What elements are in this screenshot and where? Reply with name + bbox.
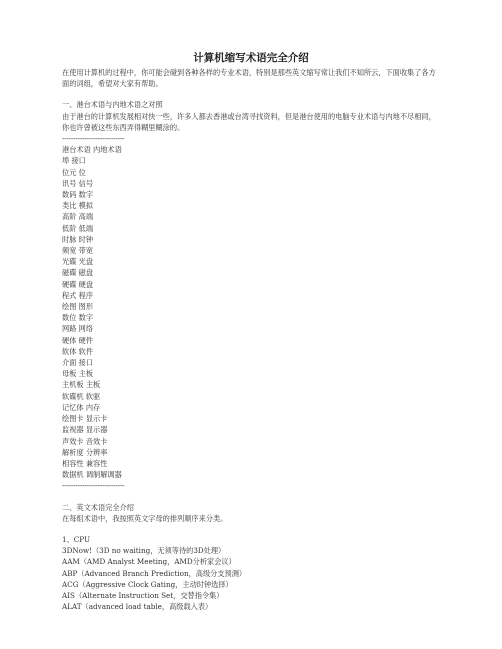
terms-list — [62, 155, 440, 480]
cpu-term-item: AIS（Alternate Instruction Set，交替指令集） — [62, 590, 224, 600]
term-pair-row: 时脉 时钟 — [62, 234, 94, 244]
spacer — [62, 492, 440, 502]
term-pair-row: 网路 网络 — [62, 324, 94, 334]
term-pair-row: 介面 接口 — [62, 358, 94, 368]
term-pair-row: 主机板 主板 — [62, 380, 101, 390]
spacer — [62, 524, 440, 534]
term-pair-row: 高阶 高端 — [62, 212, 94, 222]
term-pair-row: 类比 模拟 — [62, 201, 94, 211]
cpu-term-list — [62, 545, 440, 612]
section2-description: 在每组术语中，我按照英文字母的排列顺序来分类。 — [62, 513, 228, 523]
intro-paragraph: 在使用计算机的过程中，你可能会碰到各种各样的专业术语，特别是那些英文缩写常让我们不知所云，下面收集了各方面的词组，希望对大家有帮助。 — [62, 68, 436, 89]
terms-table-header: 港台术语 内地术语 — [62, 145, 122, 155]
term-pair-row: 硬碟 硬盘 — [62, 279, 94, 289]
term-pair-row: 解析度 分辨率 — [62, 447, 108, 457]
term-pair-row: 相容性 兼容性 — [62, 458, 108, 468]
spacer — [62, 89, 440, 99]
document-title: 计算机缩写术语完全介绍 — [193, 52, 309, 64]
term-pair-row: 硬体 硬件 — [62, 335, 94, 345]
divider-top: ---------------------------- — [62, 134, 125, 144]
term-pair-row: 磁碟 磁盘 — [62, 268, 94, 278]
section1-description: 由于港台的计算机发展相对快一些，许多人都去香港或台湾寻找资料，但是港台使用的电脑专业术语与内地不尽相同，你也许曾被这些东西弄得糊里糊涂的。 — [62, 111, 436, 132]
section2-heading: 二、英文术语完全介绍 — [62, 502, 134, 512]
divider-bottom: ---------------------------- — [62, 481, 125, 491]
cpu-term-item: ABP（Advanced Branch Prediction，高级分支预测） — [62, 568, 247, 578]
term-pair-row: 软体 软件 — [62, 346, 94, 356]
term-pair-row: 位元 位 — [62, 167, 86, 177]
term-pair-row: 埠 接口 — [62, 156, 86, 166]
document-page — [62, 52, 440, 612]
term-pair-row: 数码 数字 — [62, 190, 94, 200]
term-pair-row: 数据机 调制解调器 — [62, 470, 122, 480]
term-pair-row: 讯号 信号 — [62, 178, 94, 188]
term-pair-row: 光碟 光盘 — [62, 257, 94, 267]
term-pair-row: 数位 数字 — [62, 313, 94, 323]
term-pair-row: 软碟机 软驱 — [62, 391, 101, 401]
term-pair-row: 绘图卡 显示卡 — [62, 414, 108, 424]
cpu-term-item: ACG（Aggressive Clock Gating，主动时钟选择） — [62, 579, 233, 589]
section1-heading: 一、港台术语与内地术语之对照 — [62, 100, 163, 110]
cpu-subheading: 1、CPU — [62, 534, 91, 544]
cpu-term-item: 3DNow!（3D no waiting，无须等待的3D处理） — [62, 546, 226, 556]
term-pair-row: 监视器 显示器 — [62, 425, 108, 435]
term-pair-row: 绘图 图形 — [62, 302, 94, 312]
term-pair-row: 频宽 带宽 — [62, 246, 94, 256]
cpu-term-item: ALAT（advanced load table，高级载入表） — [62, 602, 213, 612]
term-pair-row: 声效卡 音效卡 — [62, 436, 108, 446]
term-pair-row: 记忆体 内存 — [62, 402, 101, 412]
term-pair-row: 母板 主板 — [62, 369, 94, 379]
term-pair-row: 低阶 低端 — [62, 223, 94, 233]
cpu-term-item: AAM（AMD Analyst Meeting，AMD分析家会议） — [62, 557, 236, 567]
term-pair-row: 程式 程序 — [62, 290, 94, 300]
